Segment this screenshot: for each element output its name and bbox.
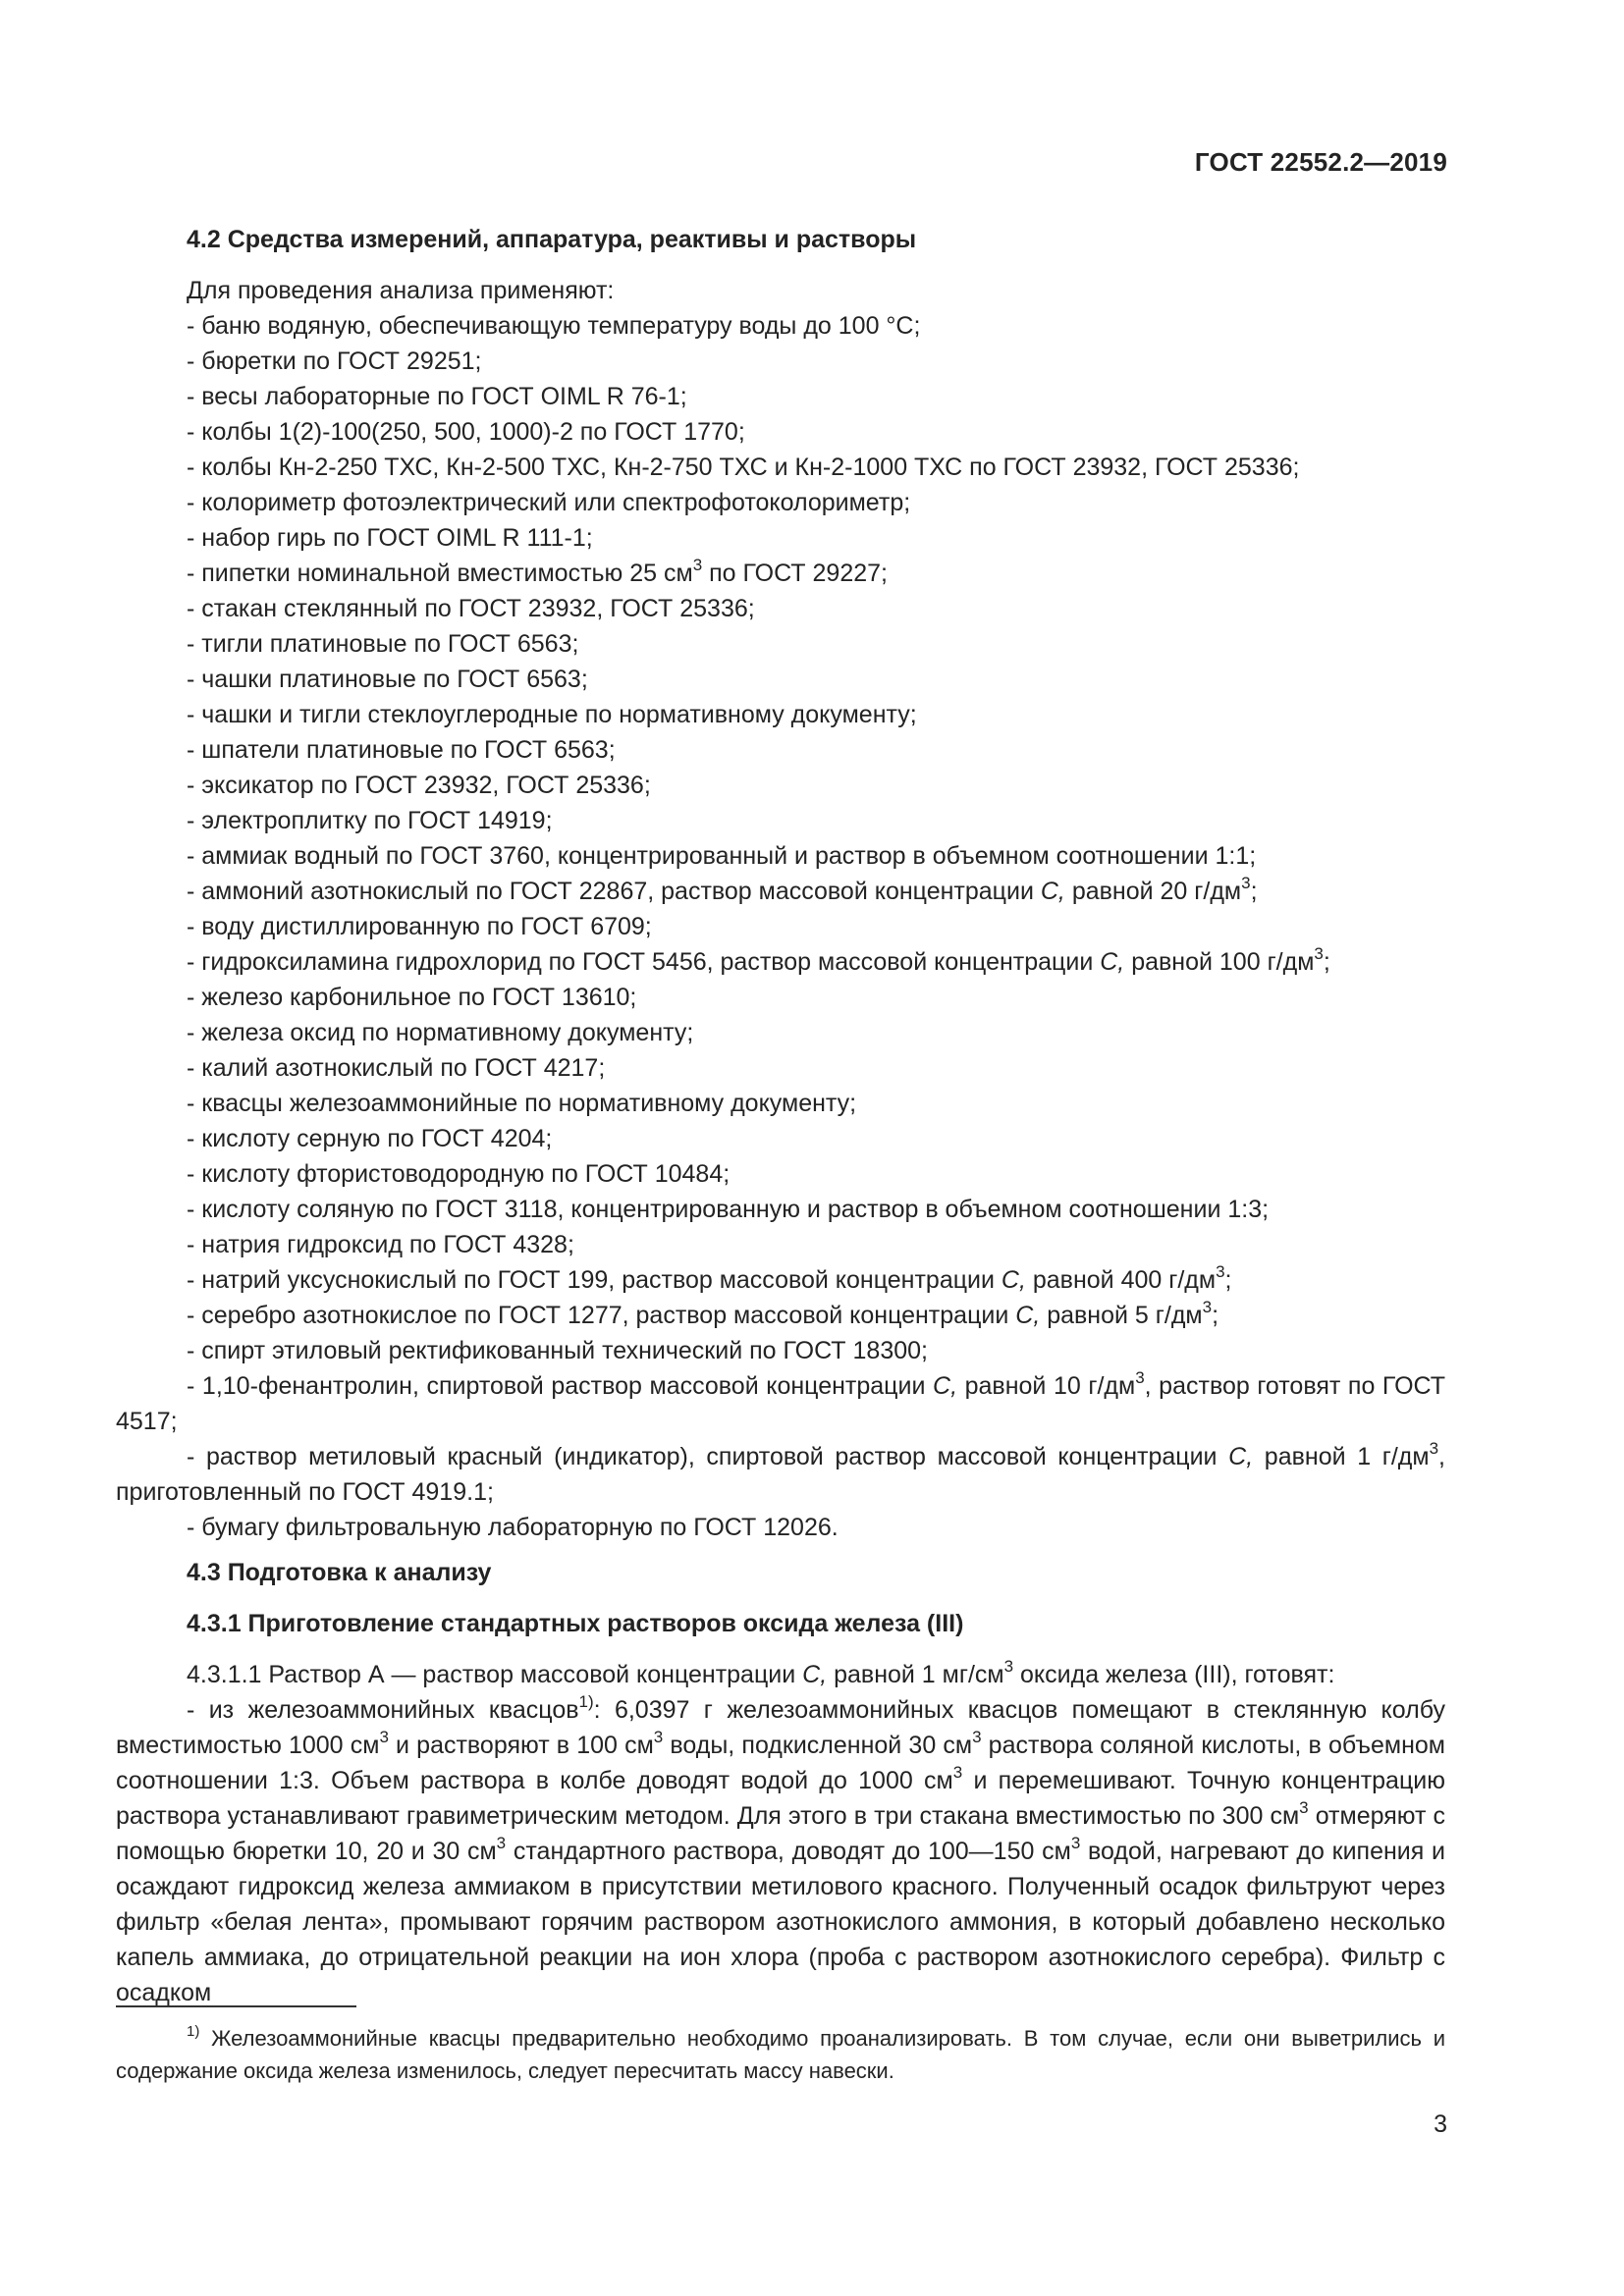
list-item: - железа оксид по нормативному документу; bbox=[187, 1019, 694, 1046]
list-item: - квасцы железоаммонийные по нормативному документу; bbox=[187, 1090, 857, 1117]
section-4-2-intro: Для проведения анализа применяют: bbox=[187, 277, 615, 304]
list-item: - аммоний азотнокислый по ГОСТ 22867, раствор массовой концентрации С, равной 20 $г/дм^3$; bbox=[187, 873, 1258, 905]
paragraph-alum-preparation: - из железоаммонийных квасцов$^{1)}$: 6,0397 г железоаммонийных квасцов помещают в стеклянную колбу вместимостью 1000 $см^3$ и растворяют в 100 $см^3$ воды, подкисленной 30 $см^3$ раствора соляной кислоты, в объемном соотношении 1:3. Объем раствора в колбе доводят водой до 1000 $см^3$ и перемешивают. Точную концентрацию раствора устанавливают гравиметрическим методом. Для этого в три стакана вместимостью по 300 $см^3$ отмеряют с помощью бюретки 10, 20 и 30 $см^3$ стандартного раствора, доводят до 100—150 $см^3$ водой, нагревают до кипения и осаждают гидроксид железа аммиаком в присутствии метилового красного. Полученный осадок фильтруют через фильтр «белая лента», промывают горячим раствором азотнокислого аммония, в который добавлено несколько капель аммиака, до отрицательной реакции на ион хлора (проба с раствором азотнокислого серебра). Фильтр с осадком bbox=[116, 1691, 1445, 2006]
list-item: - набор гирь по ГОСТ OIML R 111-1; bbox=[187, 524, 593, 552]
footnote: $^{1)}$ Железоаммонийные квасцы предварительно необходимо проанализировать. В том случае, если они выветрились и содержание оксида железа изменилось, следует пересчитать массу навески. bbox=[116, 2022, 1445, 2083]
section-4-2-heading: 4.2 Средства измерений, аппаратура, реактивы и растворы bbox=[187, 226, 917, 253]
list-item: - 1,10-фенантролин, спиртовой раствор массовой концентрации С, равной 10 $г/дм^3$, раствор готовят по ГОСТ 4517; bbox=[116, 1367, 1446, 1435]
page-number: 3 bbox=[1434, 2110, 1447, 2138]
footnote-divider bbox=[116, 2005, 356, 2007]
list-item: - колбы Кн-2-250 ТХС, Кн-2-500 ТХС, Кн-2-750 ТХС и Кн-2-1000 ТХС по ГОСТ 23932, ГОСТ 25336; bbox=[187, 454, 1300, 481]
list-item: - натрия гидроксид по ГОСТ 4328; bbox=[187, 1231, 574, 1258]
list-item: - воду дистиллированную по ГОСТ 6709; bbox=[187, 913, 652, 940]
list-item: - тигли платиновые по ГОСТ 6563; bbox=[187, 630, 579, 658]
equipment-list bbox=[116, 308, 1445, 1545]
list-item: - кислоту соляную по ГОСТ 3118, концентрированную и раствор в объемном соотношении 1:3; bbox=[187, 1196, 1270, 1223]
list-item: - колориметр фотоэлектрический или спектрофотоколориметр; bbox=[187, 489, 911, 516]
list-item: - эксикатор по ГОСТ 23932, ГОСТ 25336; bbox=[187, 772, 651, 799]
list-item: - раствор метиловый красный (индикатор), спиртовой раствор массовой концентрации С, равной 1 $г/дм^3$, приготовленный по ГОСТ 4919.1; bbox=[116, 1438, 1445, 1506]
list-item: - серебро азотнокислое по ГОСТ 1277, раствор массовой концентрации С, равной 5 $г/дм^3$; bbox=[187, 1297, 1219, 1329]
list-item: - кислоту фтористоводородную по ГОСТ 10484; bbox=[187, 1160, 731, 1188]
list-item: - бумагу фильтровальную лабораторную по ГОСТ 12026. bbox=[187, 1514, 839, 1541]
document-header: ГОСТ 22552.2—2019 bbox=[1194, 147, 1447, 177]
list-item: - бюретки по ГОСТ 29251; bbox=[187, 347, 482, 375]
list-item: - шпатели платиновые по ГОСТ 6563; bbox=[187, 736, 616, 764]
list-item: - электроплитку по ГОСТ 14919; bbox=[187, 807, 553, 834]
section-4-3-heading: 4.3 Подготовка к анализу bbox=[187, 1559, 492, 1586]
list-item: - стакан стеклянный по ГОСТ 23932, ГОСТ 25336; bbox=[187, 595, 755, 622]
list-item: - колбы 1(2)-100(250, 500, 1000)-2 по ГОСТ 1770; bbox=[187, 418, 745, 446]
list-item: - гидроксиламина гидрохлорид по ГОСТ 5456, раствор массовой концентрации С, равной 100 $г/дм^3$; bbox=[187, 943, 1330, 976]
list-item: - спирт этиловый ректификованный технический по ГОСТ 18300; bbox=[187, 1337, 928, 1364]
list-item: - пипетки номинальной вместимостью 25 $см^3$ по ГОСТ 29227; bbox=[187, 555, 888, 587]
paragraph-4-3-1-1: 4.3.1.1 Раствор А — раствор массовой концентрации С, равной 1 $мг/см^3$ оксида железа (III), готовят: bbox=[187, 1656, 1335, 1688]
document-body bbox=[116, 222, 1445, 2010]
list-item: - чашки и тигли стеклоуглеродные по нормативному документу; bbox=[187, 701, 917, 728]
list-item: - натрий уксуснокислый по ГОСТ 199, раствор массовой концентрации С, равной 400 $г/дм^3$; bbox=[187, 1261, 1232, 1294]
list-item: - кислоту серную по ГОСТ 4204; bbox=[187, 1125, 553, 1152]
list-item: - чашки платиновые по ГОСТ 6563; bbox=[187, 666, 588, 693]
list-item: - аммиак водный по ГОСТ 3760, концентрированный и раствор в объемном соотношении 1:1; bbox=[187, 842, 1257, 870]
list-item: - весы лабораторные по ГОСТ OIML R 76-1; bbox=[187, 383, 687, 410]
list-item: - калий азотнокислый по ГОСТ 4217; bbox=[187, 1054, 606, 1082]
list-item: - железо карбонильное по ГОСТ 13610; bbox=[187, 984, 637, 1011]
section-4-3-1-heading: 4.3.1 Приготовление стандартных растворов оксида железа (III) bbox=[187, 1610, 964, 1637]
list-item: - баню водяную, обеспечивающую температуру воды до 100 °С; bbox=[187, 312, 921, 340]
